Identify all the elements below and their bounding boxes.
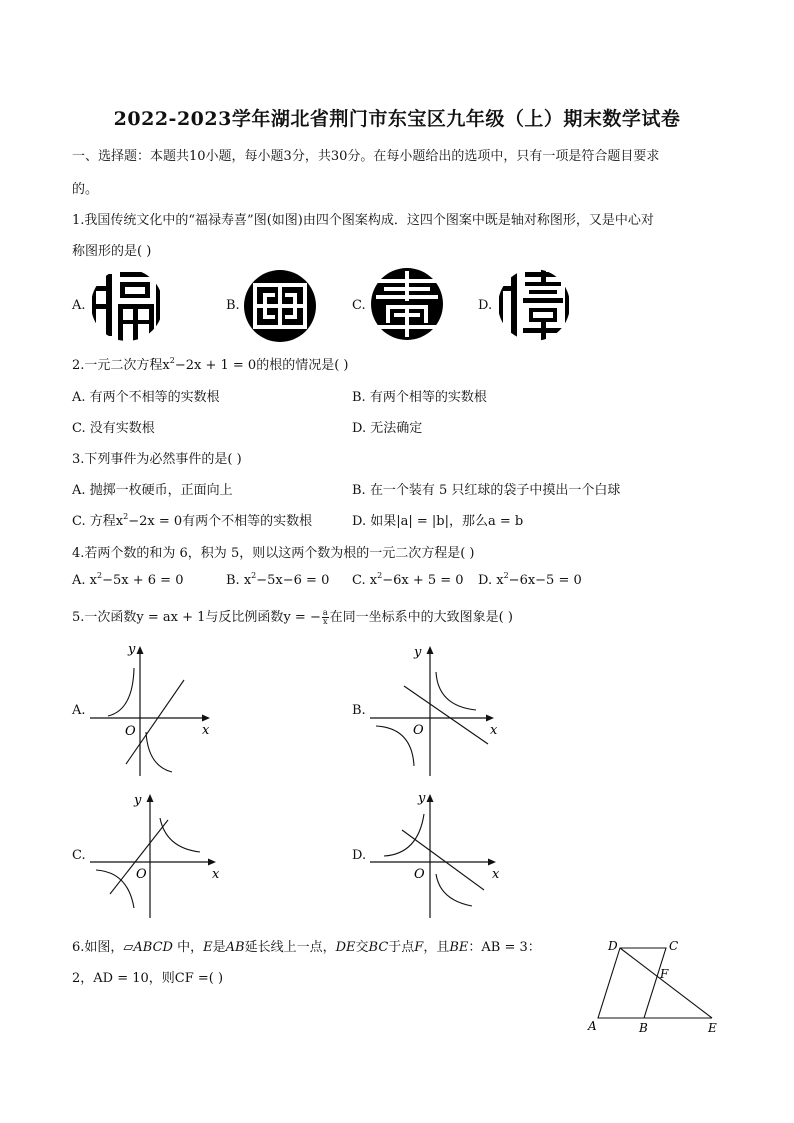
svg-text:O: O (413, 723, 424, 738)
svg-text:O: O (136, 867, 147, 882)
svg-text:y: y (414, 645, 422, 660)
q4-option-d: D. $x^2-6x-5 = 0$ (478, 571, 582, 588)
svg-text:x: x (490, 723, 498, 738)
q1-option-d-label: D. (478, 298, 493, 313)
q3-option-d: D. 如果|a| = |b|，那么a = b (352, 514, 524, 529)
q2-option-b: B. 有两个相等的实数根 (352, 390, 487, 405)
q3-option-c: C. 方程$x^2-2x = 0$有两个不相等的实数根 (72, 512, 313, 529)
shou-character-icon (370, 267, 444, 341)
svg-text:x: x (212, 867, 220, 882)
svg-text:O: O (125, 724, 136, 739)
q4-option-b: B. $x^2-5x-6 = 0$ (226, 571, 330, 588)
fu-character-icon (90, 268, 164, 342)
svg-text:y: y (128, 642, 136, 657)
q6-stem-line1: 6.如图，▱ABCD 中，E是AB延长线上一点，DE交BC于点F，且BE：AB = 3： (72, 940, 541, 955)
q2-stem: 2.一元二次方程$x^2-2x + 1 = 0$的根的情况是( ) (72, 356, 349, 373)
xi-character-icon (497, 268, 571, 342)
svg-text:x: x (202, 723, 210, 738)
q4-option-c: C. $x^2-6x + 5 = 0$ (352, 571, 464, 588)
q5-graph-a (88, 640, 218, 780)
q2-option-a: A. 有两个不相等的实数根 (72, 390, 220, 405)
svg-text:E: E (708, 1021, 717, 1034)
q2-option-d: D. 无法确定 (352, 421, 423, 436)
q4-stem: 4.若两个数的和为 6，积为 5，则以这两个数为根的一元二次方程是( ) (72, 546, 475, 561)
page-title: 2022-2023学年湖北省荆门市东宝区九年级（上）期末数学试卷 (113, 108, 681, 130)
section-heading-line1: 一、选择题：本题共10小题，每小题3分，共30分。在每小题给出的选项中，只有一项是符合题目要求 (72, 149, 660, 164)
q4-option-a: A. $x^2-5x + 6 = 0$ (72, 571, 184, 588)
q3-option-b: B. 在一个装有 5 只红球的袋子中摸出一个白球 (352, 483, 621, 498)
q6-stem-line2: 2，AD = 10，则CF =( ) (72, 971, 224, 986)
q1-option-b-label: B. (226, 298, 240, 313)
svg-text:F: F (660, 967, 669, 981)
section-heading-line2: 的。 (72, 182, 99, 197)
q5-graph-b (368, 640, 508, 780)
q1-option-c-label: C. (352, 298, 366, 313)
q5-graph-d-label: D. (352, 848, 367, 863)
svg-text:O: O (414, 867, 425, 882)
q3-option-a: A. 抛掷一枚硬币，正面向上 (72, 483, 233, 498)
q5-graph-b-label: B. (352, 703, 366, 718)
svg-text:y: y (134, 793, 142, 808)
svg-text:B: B (639, 1021, 648, 1034)
svg-text:x: x (492, 867, 500, 882)
q2-option-c: C. 没有实数根 (72, 421, 155, 436)
q5-graph-c (88, 788, 228, 920)
q5-graph-a-label: A. (72, 703, 86, 718)
lu-character-icon (243, 269, 317, 343)
svg-text:D: D (608, 939, 618, 953)
q1-stem-line2: 称图形的是( ) (72, 244, 152, 259)
q6-parallelogram-figure (584, 934, 724, 1034)
q2-equation: $x^2-2x + 1 = 0$ (162, 356, 257, 373)
q1-option-a-label: A. (72, 298, 86, 313)
svg-text:A: A (588, 1019, 597, 1033)
q5-graph-c-label: C. (72, 848, 86, 863)
svg-text:C: C (669, 939, 679, 953)
q5-stem: 5.一次函数y = ax + 1与反比例函数y = − $\frac{a}{x}$ 在同一坐标系中的大致图象是( ) (72, 608, 513, 626)
q1-stem-line1: 1.我国传统文化中的“福禄寿喜”图(如图)由四个图案构成．这四个图案中既是轴对称图形，又是中心对 (72, 213, 654, 228)
q5-graph-d (368, 788, 508, 920)
svg-text:y: y (418, 791, 426, 806)
q3-stem: 3.下列事件为必然事件的是( ) (72, 452, 242, 467)
